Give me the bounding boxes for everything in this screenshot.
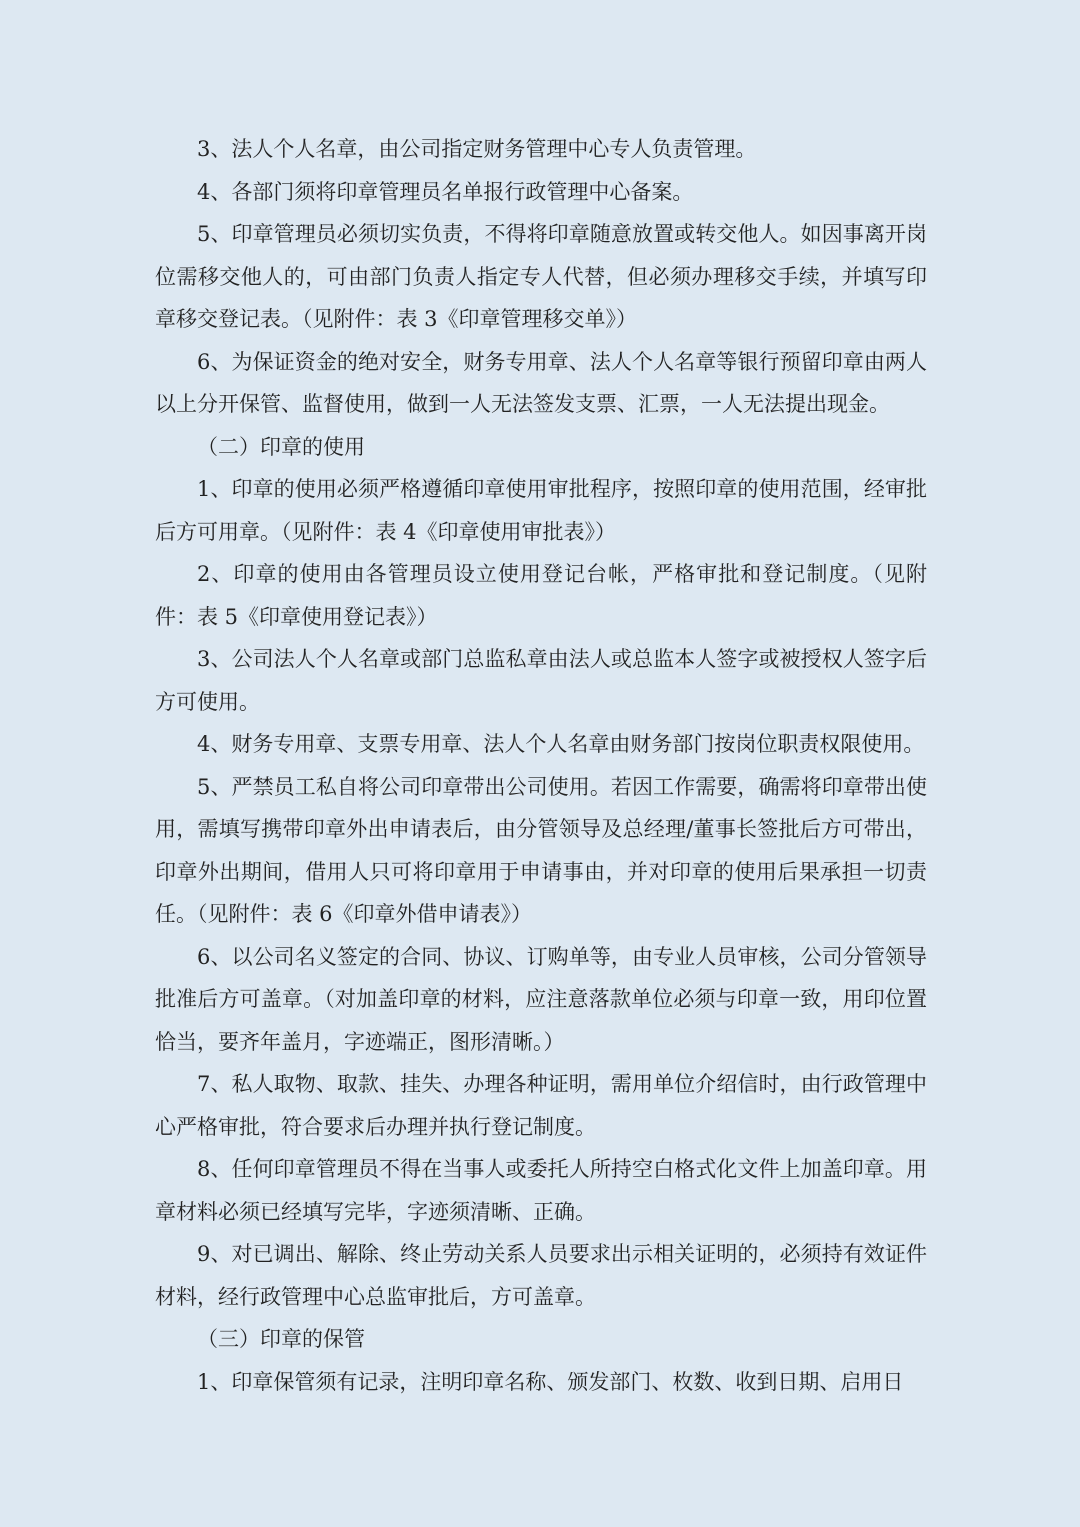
usage-item-4: 4、财务专用章、支票专用章、法人个人名章由财务部门按岗位职责权限使用。 bbox=[197, 732, 925, 756]
paragraph-5-seal-custodian: 5、印章管理员必须切实负责，不得将印章随意放置或转交他人。如因事离开岗位需移交他人的，可由部门负责人指定专人代替，但必须办理移交手续，并填写印章移交登记表。（见附件：表 3《印章管理移交单》） bbox=[155, 222, 927, 331]
document-body bbox=[155, 128, 927, 1403]
usage-item-3: 3、公司法人个人名章或部门总监私章由法人或总监本人签字或被授权人签字后方可使用。 bbox=[155, 647, 927, 714]
paragraph-6-fund-security: 6、为保证资金的绝对安全，财务专用章、法人个人名章等银行预留印章由两人以上分开保管、监督使用，做到一人无法签发支票、汇票，一人无法提出现金。 bbox=[155, 349, 927, 416]
paragraph-3-seal-management: 3、法人个人名章，由公司指定财务管理中心专人负责管理。 bbox=[197, 137, 757, 161]
usage-item-9: 9、对已调出、解除、终止劳动关系人员要求出示相关证明的，必须持有效证件材料，经行政管理中心总监审批后，方可盖章。 bbox=[155, 1242, 927, 1309]
custody-item-1: 1、印章保管须有记录，注明印章名称、颁发部门、枚数、收到日期、启用日 bbox=[197, 1369, 904, 1394]
usage-item-6: 6、以公司名义签定的合同、协议、订购单等，由专业人员审核，公司分管领导批准后方可盖章。（对加盖印章的材料，应注意落款单位必须与印章一致，用印位置恰当，要齐年盖月，字迹端正，图形清晰。） bbox=[155, 944, 927, 1054]
usage-item-8: 8、任何印章管理员不得在当事人或委托人所持空白格式化文件上加盖印章。用章材料必须已经填写完毕，字迹须清晰、正确。 bbox=[155, 1157, 927, 1224]
usage-item-2: 2、印章的使用由各管理员设立使用登记台帐，严格审批和登记制度。（见附件：表 5《印章使用登记表》） bbox=[155, 562, 927, 629]
usage-item-7: 7、私人取物、取款、挂失、办理各种证明，需用单位介绍信时，由行政管理中心严格审批，符合要求后办理并执行登记制度。 bbox=[155, 1072, 927, 1139]
usage-item-5: 5、严禁员工私自将公司印章带出公司使用。若因工作需要，确需将印章带出使用，需填写携带印章外出申请表后，由分管领导及总经理/董事长签批后方可带出，印章外出期间，借用人只可将印章用于申请事由，并对印章的使用后果承担一切责任。（见附件：表 6《印章外借申请表》） bbox=[155, 774, 927, 926]
section-heading-seal-usage: （二）印章的使用 bbox=[197, 434, 365, 459]
paragraph-4-filing: 4、各部门须将印章管理员名单报行政管理中心备案。 bbox=[197, 179, 694, 204]
usage-item-1: 1、印章的使用必须严格遵循印章使用审批程序，按照印章的使用范围，经审批后方可用章。（见附件：表 4《印章使用审批表》） bbox=[155, 477, 927, 544]
section-heading-seal-custody: （三）印章的保管 bbox=[197, 1327, 365, 1351]
